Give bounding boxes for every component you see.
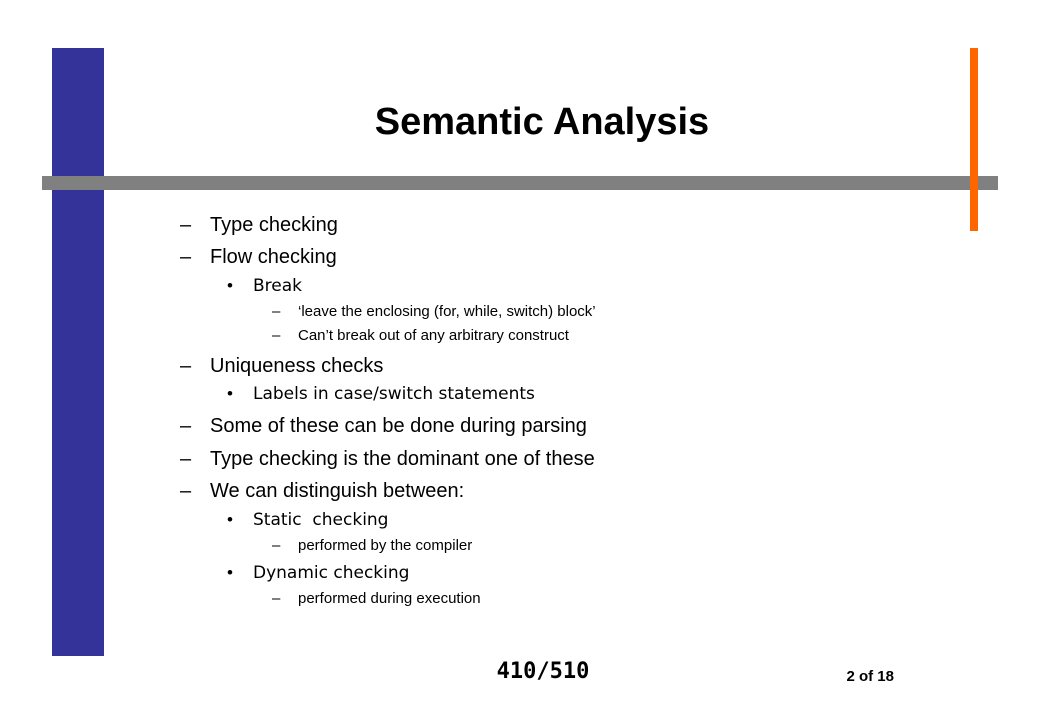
slide-title: Semantic Analysis bbox=[374, 101, 710, 143]
outline-item bbox=[180, 354, 383, 378]
dash-marker: – bbox=[180, 415, 192, 437]
outline-item bbox=[180, 447, 595, 471]
dash-marker: – bbox=[272, 590, 281, 607]
dash-marker: – bbox=[180, 246, 192, 268]
outline-item bbox=[180, 414, 587, 438]
outline-text: Labels in case/switch statements bbox=[253, 384, 535, 404]
outline-text: Break bbox=[253, 276, 302, 296]
page-indicator: 2 of 18 bbox=[846, 668, 894, 685]
outline-text: Some of these can be done during parsing bbox=[210, 415, 587, 437]
bullet-marker: • bbox=[227, 384, 233, 403]
outline-text: performed during execution bbox=[298, 590, 481, 607]
outline-text: performed by the compiler bbox=[298, 537, 473, 554]
dash-marker: – bbox=[272, 303, 281, 320]
outline-text: Type checking is the dominant one of these bbox=[210, 448, 595, 470]
dash-marker: – bbox=[180, 214, 192, 236]
outline-text: Static checking bbox=[253, 510, 389, 530]
dash-marker: – bbox=[180, 355, 192, 377]
outline-detail bbox=[272, 326, 569, 346]
outline-item bbox=[180, 245, 337, 269]
bullet-marker: • bbox=[227, 510, 233, 529]
outline-text: ‘leave the enclosing (for, while, switch) block’ bbox=[298, 303, 596, 320]
outline-subitem bbox=[227, 275, 302, 297]
dash-marker: – bbox=[272, 537, 281, 554]
bullet-marker: • bbox=[227, 276, 233, 295]
outline-subitem bbox=[227, 509, 388, 531]
outline-detail bbox=[272, 536, 472, 556]
dash-marker: – bbox=[180, 448, 192, 470]
course-number: 410/510 bbox=[496, 659, 590, 684]
outline-subitem bbox=[227, 562, 409, 584]
outline-detail bbox=[272, 302, 596, 322]
dash-marker: – bbox=[272, 327, 281, 344]
outline-text: Uniqueness checks bbox=[210, 355, 384, 377]
outline-subitem bbox=[227, 383, 535, 405]
outline-text: Flow checking bbox=[210, 246, 337, 268]
outline-detail bbox=[272, 589, 481, 609]
outline-item bbox=[180, 213, 338, 237]
outline-text: We can distinguish between: bbox=[210, 480, 465, 502]
outline-text: Dynamic checking bbox=[253, 563, 410, 583]
outline-item bbox=[180, 479, 464, 503]
dash-marker: – bbox=[180, 480, 192, 502]
outline-text: Type checking bbox=[210, 214, 338, 236]
outline-text: Can’t break out of any arbitrary construct bbox=[298, 327, 569, 344]
bullet-marker: • bbox=[227, 563, 233, 582]
